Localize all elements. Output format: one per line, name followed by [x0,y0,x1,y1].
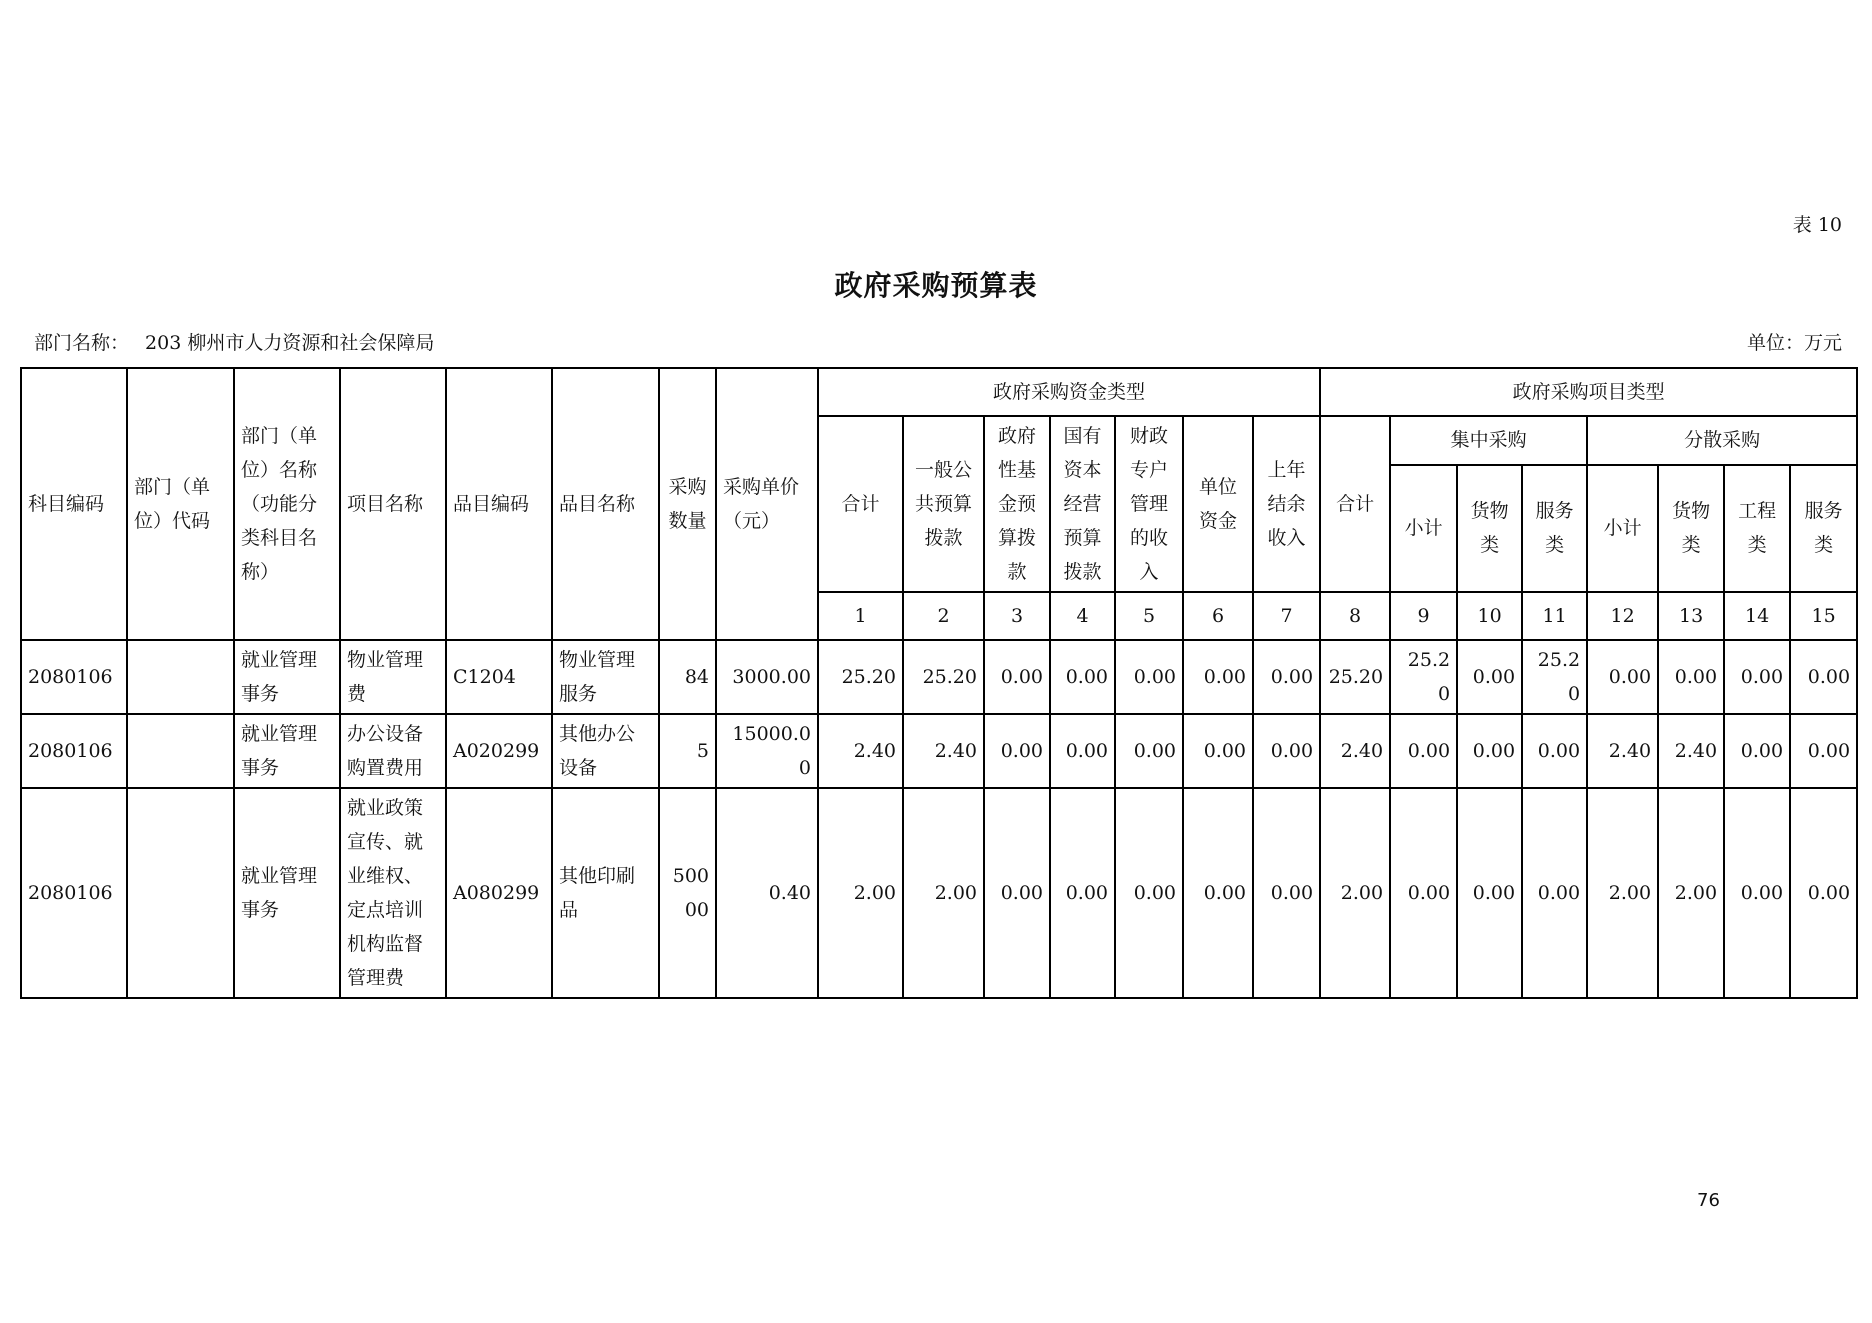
column-number: 13 [1658,592,1724,640]
cell-value: 0.00 [1050,714,1115,788]
header-fund-type: 政府采购资金类型 [818,368,1320,416]
cell-item-code: A080299 [446,788,552,998]
cell-value: 0.00 [1253,788,1320,998]
table-row [21,788,1857,998]
table-label: 表 10 [1792,214,1842,236]
cell-item-code: A020299 [446,714,552,788]
header-project-type: 政府采购项目类型 [1320,368,1857,416]
header-central-procurement: 集中采购 [1390,416,1587,465]
cell-value: 0.00 [1050,788,1115,998]
cell-value: 0.00 [1390,714,1457,788]
cell-quantity: 50000 [659,788,716,998]
cell-project-name: 就业政策宣传、就业维权、定点培训机构监督管理费 [340,788,446,998]
cell-value: 25.20 [1522,640,1587,714]
header-dept-code: 部门（单位）代码 [127,368,234,640]
header-central-services: 服务类 [1522,465,1587,592]
cell-value: 0.00 [1724,640,1790,714]
column-number: 4 [1050,592,1115,640]
cell-value: 0.00 [1115,640,1183,714]
cell-unit-price: 0.40 [716,788,818,998]
unit-label: 单位：万元 [1746,332,1842,354]
cell-value: 0.00 [1457,788,1522,998]
department-label: 部门名称： [34,332,130,354]
header-subject-code: 科目编码 [21,368,127,640]
column-number: 15 [1790,592,1857,640]
cell-project-name: 物业管理费 [340,640,446,714]
cell-unit-price: 3000.00 [716,640,818,714]
cell-value: 0.00 [1183,788,1253,998]
column-number: 11 [1522,592,1587,640]
header-project-total: 合计 [1320,416,1390,592]
cell-value: 0.00 [1790,714,1857,788]
cell-value: 0.00 [1253,640,1320,714]
cell-value: 0.00 [1790,640,1857,714]
cell-item-name: 其他印刷品 [552,788,659,998]
table-row [21,640,1857,714]
cell-dept-code [127,640,234,714]
column-number: 10 [1457,592,1522,640]
column-number: 7 [1253,592,1320,640]
cell-value: 2.00 [1320,788,1390,998]
cell-value: 0.00 [1658,640,1724,714]
cell-value: 2.00 [903,788,984,998]
column-number: 5 [1115,592,1183,640]
cell-value: 0.00 [1253,714,1320,788]
cell-value: 2.40 [1320,714,1390,788]
header-dispersed-engineering: 工程类 [1724,465,1790,592]
cell-value: 0.00 [1522,788,1587,998]
cell-value: 0.00 [1522,714,1587,788]
cell-value: 0.00 [1390,788,1457,998]
cell-dept-name: 就业管理事务 [234,714,340,788]
cell-value: 0.00 [984,714,1050,788]
column-number: 8 [1320,592,1390,640]
cell-value: 25.20 [1390,640,1457,714]
column-number: 14 [1724,592,1790,640]
table-row [21,714,1857,788]
header-quantity: 采购数量 [659,368,716,640]
cell-quantity: 84 [659,640,716,714]
cell-value: 0.00 [984,788,1050,998]
header-dispersed-services: 服务类 [1790,465,1857,592]
cell-value: 25.20 [903,640,984,714]
cell-dept-code [127,788,234,998]
cell-subject-code: 2080106 [21,788,127,998]
cell-value: 0.00 [984,640,1050,714]
header-item-code: 品目编码 [446,368,552,640]
cell-value: 2.00 [818,788,903,998]
header-project-name: 项目名称 [340,368,446,640]
cell-item-name: 其他办公设备 [552,714,659,788]
cell-value: 0.00 [1050,640,1115,714]
header-prior-surplus: 上年结余收入 [1253,416,1320,592]
header-central-subtotal: 小计 [1390,465,1457,592]
cell-value: 2.00 [1658,788,1724,998]
column-number: 1 [818,592,903,640]
cell-value: 0.00 [1457,640,1522,714]
cell-unit-price: 15000.00 [716,714,818,788]
cell-subject-code: 2080106 [21,714,127,788]
header-state-capital: 国有资本经营预算拨款 [1050,416,1115,592]
cell-value: 0.00 [1115,714,1183,788]
header-central-goods: 货物类 [1457,465,1522,592]
cell-project-name: 办公设备购置费用 [340,714,446,788]
header-gov-fund: 政府性基金预算拨款 [984,416,1050,592]
cell-value: 0.00 [1790,788,1857,998]
header-unit-funds: 单位资金 [1183,416,1253,592]
cell-value: 2.40 [818,714,903,788]
column-number: 9 [1390,592,1457,640]
cell-item-name: 物业管理服务 [552,640,659,714]
page-number: 76 [1697,1190,1720,1211]
column-number: 3 [984,592,1050,640]
cell-value: 2.40 [1658,714,1724,788]
column-number: 2 [903,592,984,640]
cell-value: 0.00 [1457,714,1522,788]
department-name: 203 柳州市人力资源和社会保障局 [145,332,435,354]
cell-value: 0.00 [1115,788,1183,998]
cell-value: 0.00 [1587,640,1658,714]
cell-dept-name: 就业管理事务 [234,788,340,998]
cell-value: 0.00 [1183,714,1253,788]
header-fund-total: 合计 [818,416,903,592]
cell-item-code: C1204 [446,640,552,714]
cell-value: 2.40 [1587,714,1658,788]
cell-value: 2.40 [903,714,984,788]
department-info [34,328,434,355]
cell-subject-code: 2080106 [21,640,127,714]
cell-value: 0.00 [1724,714,1790,788]
header-general-budget: 一般公共预算拨款 [903,416,984,592]
cell-value: 2.00 [1587,788,1658,998]
column-number: 6 [1183,592,1253,640]
cell-dept-code [127,714,234,788]
cell-value: 0.00 [1724,788,1790,998]
header-dispersed-subtotal: 小计 [1587,465,1658,592]
header-unit-price: 采购单价（元） [716,368,818,640]
header-special-account: 财政专户管理的收入 [1115,416,1183,592]
procurement-budget-table [20,367,1858,999]
cell-value: 25.20 [1320,640,1390,714]
cell-quantity: 5 [659,714,716,788]
header-item-name: 品目名称 [552,368,659,640]
header-dept-name: 部门（单位）名称（功能分类科目名称） [234,368,340,640]
column-number: 12 [1587,592,1658,640]
cell-value: 25.20 [818,640,903,714]
cell-dept-name: 就业管理事务 [234,640,340,714]
cell-value: 0.00 [1183,640,1253,714]
header-dispersed-procurement: 分散采购 [1587,416,1857,465]
page-title: 政府采购预算表 [834,269,1038,302]
header-dispersed-goods: 货物类 [1658,465,1724,592]
